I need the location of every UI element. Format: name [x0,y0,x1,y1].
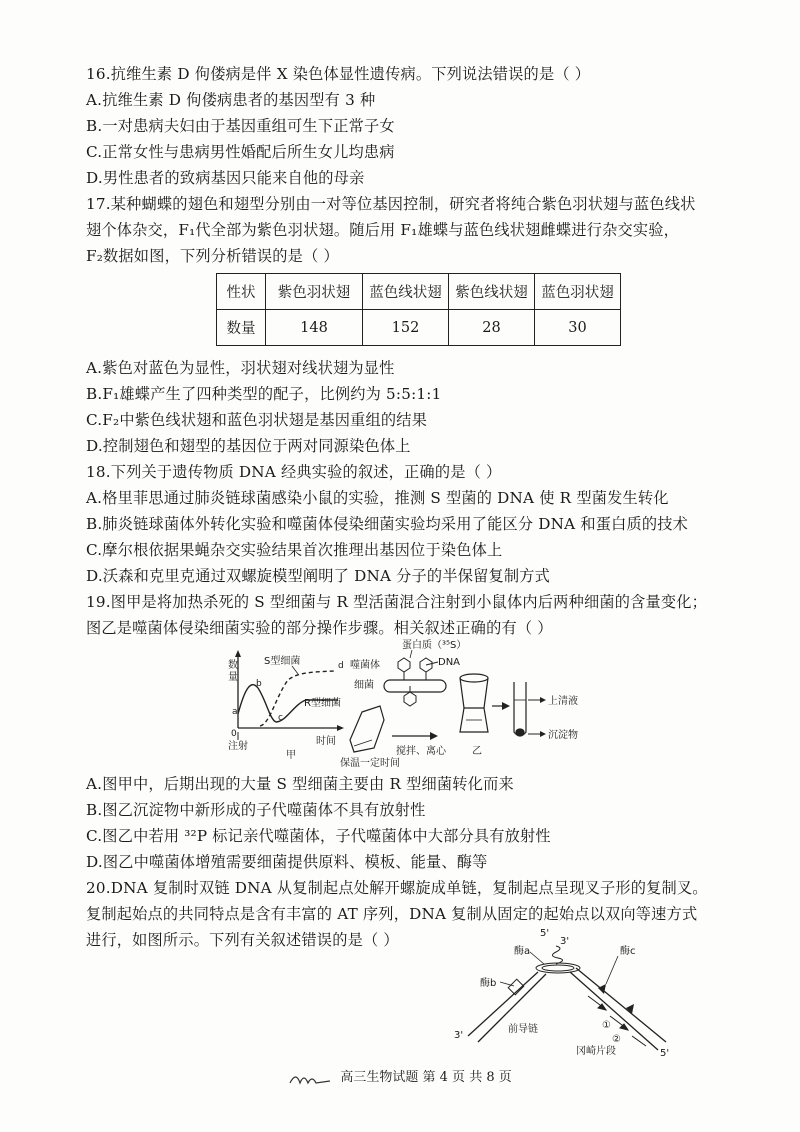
enzyme-c-label: 酶c [620,946,636,957]
x-axis-label: 时间 [316,736,336,747]
q19-option-b: B.图乙沉淀物中新形成的子代噬菌体不具有放射性 [86,801,426,819]
y-axis-label-2: 量 [228,672,238,683]
q18-option-a: A.格里菲思通过肺炎链球菌感染小鼠的实验，推测 S 型菌的 DNA 使 R 型菌发生转化 [86,489,669,507]
q17-stem-3: F₂数据如图，下列分析错误的是（ ） [86,247,339,265]
blender-icon [460,674,488,732]
table-header-row [217,274,621,310]
unwound-helix-icon [536,946,580,973]
sediment-label: 沉淀物 [548,730,578,741]
three-prime-top-label: 3' [560,936,570,947]
curve-point-b: b [256,679,262,689]
dna-label: DNA [438,657,461,668]
incubate-label: 保温一定时间 [340,758,400,769]
five-prime-right-label: 5' [660,1048,670,1058]
okazaki-fragment-label: 冈崎片段 [576,1046,616,1057]
q17-option-a: A.紫色对蓝色为显性，羽状翅对线状翅为显性 [86,359,395,377]
q16-option-c: C.正常女性与患病男性婚配后所生女儿均患病 [86,143,395,161]
q16-option-b: B.一对患病夫妇由于基因重组可生下正常子女 [86,117,395,135]
table-cell: 28 [449,310,535,346]
bacteria-label: 细菌 [354,680,374,691]
q16-option-a: A.抗维生素 D 佝偻病患者的基因型有 3 种 [86,91,376,109]
q18-option-b: B.肺炎链球菌体外转化实验和噬菌体侵染细菌实验均采用了能区分 DNA 和蛋白质的技术 [86,515,689,533]
q17-option-b: B.F₁雄蝶产生了四种类型的配子，比例约为 5:5:1:1 [86,385,442,403]
table-header-cell: 紫色羽状翅 [266,274,363,310]
test-tube-icon [514,682,526,736]
supernatant-label: 上清液 [548,696,578,707]
phage-label: 噬菌体 [350,660,380,671]
q20-replication-fork-figure [448,924,674,1058]
q20-stem-2: 复制起始点的共同特点是含有丰富的 AT 序列，DNA 复制从固定的起始点以双向等速方式 [86,905,698,923]
table-header-cell: 蓝色羽状翅 [535,274,621,310]
q17-stem-1: 17.某种蝴蝶的翅色和翅型分别由一对等位基因控制，研究者将纯合紫色羽状翅与蓝色线状 [86,195,696,213]
bacterium-icon [384,680,446,692]
signature-scribble-icon [288,1069,332,1087]
phage-icon [398,658,438,706]
q19-option-a: A.图甲中，后期出现的大量 S 型细菌主要由 R 型细菌转化而来 [86,775,514,793]
figure-caption-jia: 甲 [286,750,296,760]
q19-figure-yi [340,636,602,772]
figure-caption-yi: 乙 [472,746,482,757]
q17-option-d: D.控制翅色和翅型的基因位于两对同源染色体上 [86,437,411,455]
stir-label: 搅拌、离心 [396,746,446,757]
table-cell: 152 [363,310,449,346]
q20-stem-1: 20.DNA 复制时双链 DNA 从复制起点处解开螺旋成单链，复制起点呈现叉子形的复制叉。 [86,879,708,897]
curve-point-a: a [232,707,238,717]
q17-option-c: C.F₂中紫色线状翅和蓝色羽状翅是基因重组的结果 [86,411,428,429]
q17-data-table [216,273,621,346]
origin-label: 0 [231,729,237,739]
q19-stem-2: 图乙是噬菌体侵染细菌实验的部分操作步骤。相关叙述正确的有（ ） [86,619,553,637]
curve-point-d: d [338,661,344,671]
flask-icon [350,706,384,752]
y-axis-label-1: 数 [228,660,238,671]
q19-stem-1: 19.图甲是将加热杀死的 S 型细菌与 R 型活菌混合注射到小鼠体内后两种细菌的含量变化； [86,593,708,611]
five-prime-top-label: 5' [540,928,550,939]
table-cell: 148 [266,310,363,346]
footer-page-number: 高三生物试题 第 4 页 共 8 页 [340,1070,512,1085]
q19-option-c: C.图乙中若用 ³²P 标记亲代噬菌体，子代噬菌体中大部分具有放射性 [86,827,551,845]
q16-option-d: D.男性患者的致病基因只能来自他的母亲 [86,169,365,187]
table-header-cell: 紫色线状翅 [449,274,535,310]
leading-strand-label: 前导链 [508,1024,538,1035]
table-cell: 数量 [217,310,266,346]
table-row [217,310,621,346]
q17-stem-2: 翅个体杂交，F₁代全部为紫色羽状翅。随后用 F₁雄蝶与蓝色线状翅雌蝶进行杂交实验， [86,221,680,239]
marker-one: ① [602,1020,611,1031]
q20-stem-3: 进行，如图所示。下列有关叙述错误的是（ ） [86,931,399,949]
q18-option-c: C.摩尔根依据果蝇杂交实验结果首次推理出基因位于染色体上 [86,541,503,559]
three-prime-left-label: 3' [454,1030,464,1041]
protein-label: 蛋白质（³⁵S） [402,640,467,651]
table-cell: 30 [535,310,621,346]
curve-point-c: c [278,713,283,723]
q19-option-d: D.图乙中噬菌体增殖需要细菌提供原料、模板、能量、酶等 [86,853,488,871]
table-header-cell: 性状 [217,274,266,310]
q19-figure-jia [222,648,350,760]
q18-stem: 18.下列关于遗传物质 DNA 经典实验的叙述，正确的是（ ） [86,463,502,481]
inject-label: 注射 [228,741,248,752]
marker-two: ② [612,1034,621,1045]
r-type-label: R型细菌 [304,698,341,709]
s-type-label: S型细菌 [264,656,301,667]
page-footer [0,1066,800,1087]
table-header-cell: 蓝色线状翅 [363,274,449,310]
enzyme-b-label: 酶b [480,978,497,989]
q16-stem: 16.抗维生素 D 佝偻病是伴 X 染色体显性遗传病。下列说法错误的是（ ） [86,65,591,83]
enzyme-a-label: 酶a [514,946,531,957]
q18-option-d: D.沃森和克里克通过双螺旋模型阐明了 DNA 分子的半保留复制方式 [86,567,551,585]
